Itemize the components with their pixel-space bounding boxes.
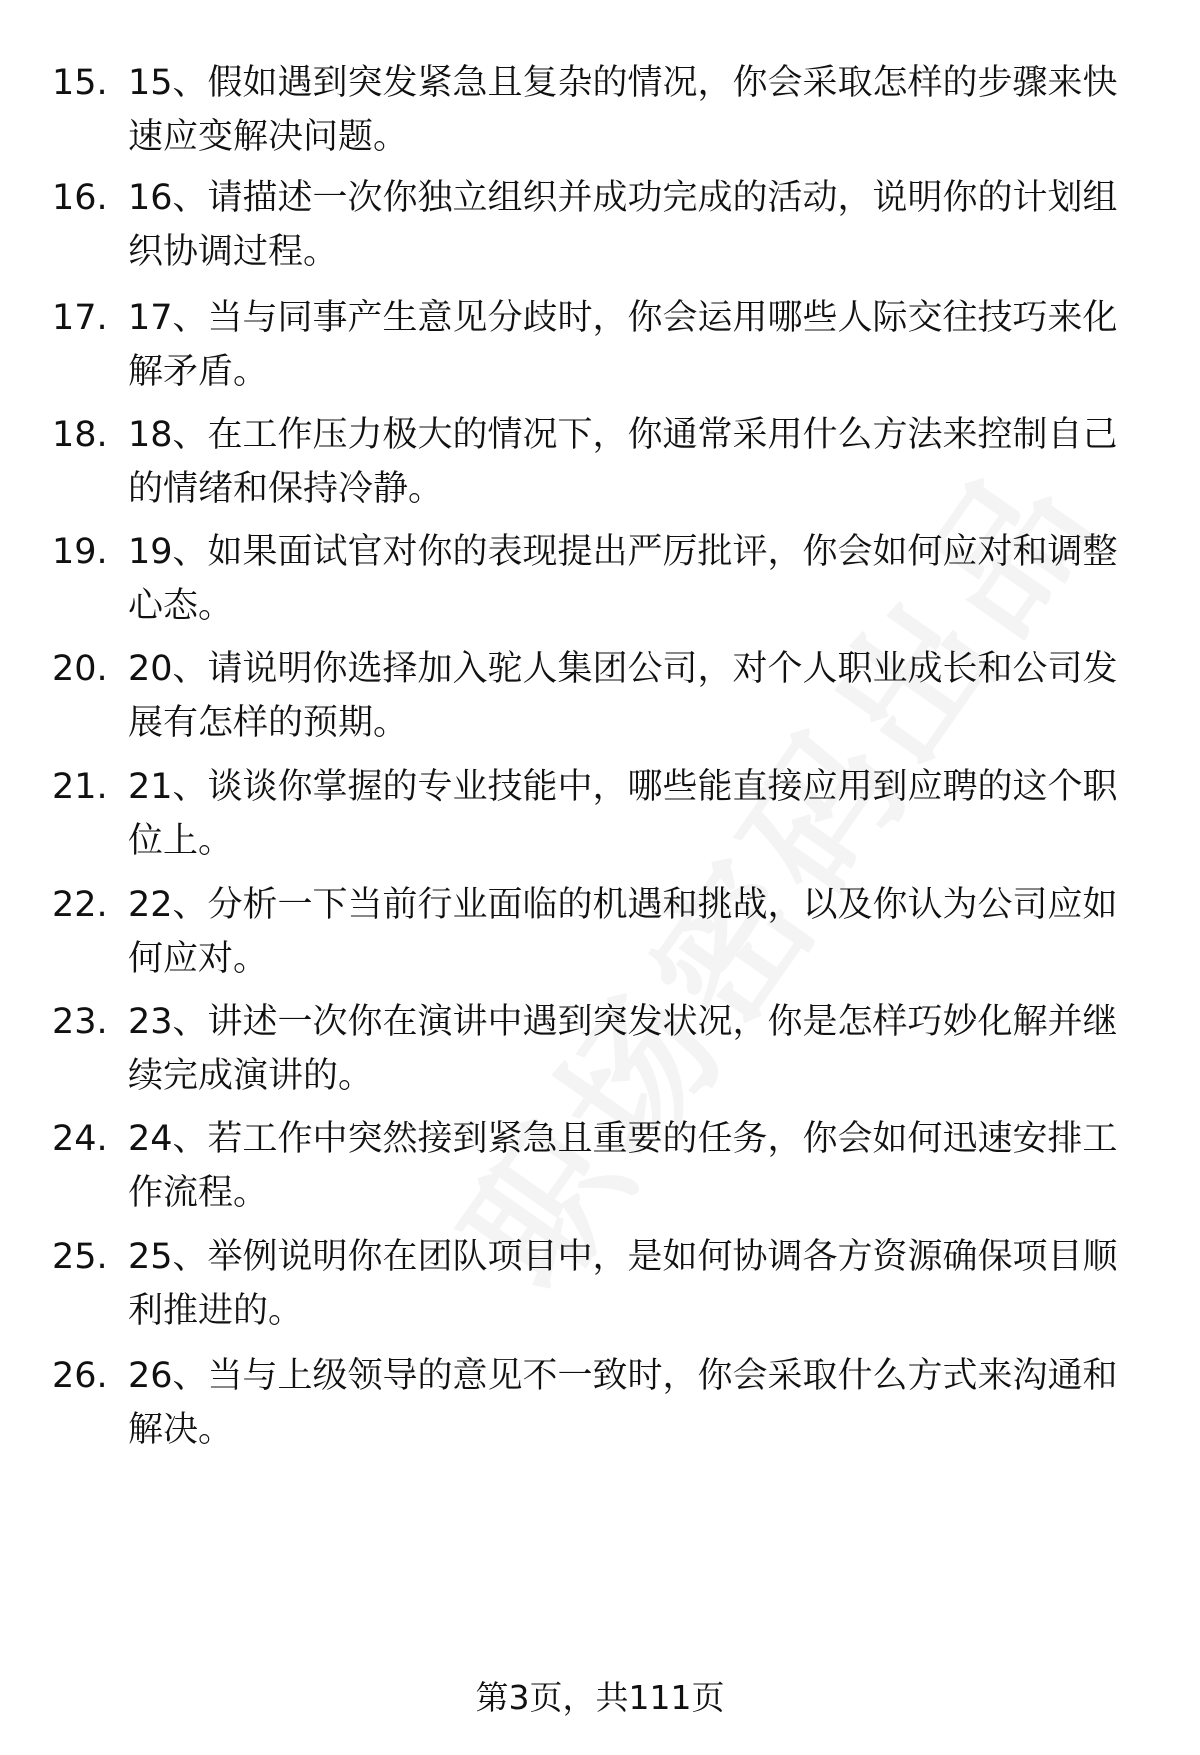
question-number: 21. [52, 767, 108, 807]
question-text: 23、讲述一次你在演讲中遇到突发状况，你是怎样巧妙化解并继续完成演讲的。 [128, 1002, 1118, 1096]
question-item [0, 525, 1200, 635]
question-text: 22、分析一下当前行业面临的机遇和挑战，以及你认为公司应如何应对。 [128, 885, 1118, 979]
question-number: 18. [52, 415, 108, 455]
question-text: 20、请说明你选择加入驼人集团公司，对个人职业成长和公司发展有怎样的预期。 [128, 649, 1118, 743]
question-item [0, 995, 1200, 1105]
question-text: 15、假如遇到突发紧急且复杂的情况，你会采取怎样的步骤来快速应变解决问题。 [128, 63, 1118, 157]
question-number: 20. [52, 649, 108, 689]
question-item [0, 408, 1200, 518]
question-item [0, 1230, 1200, 1340]
question-text: 25、举例说明你在团队项目中，是如何协调各方资源确保项目顺利推进的。 [128, 1237, 1118, 1331]
question-item [0, 291, 1200, 401]
question-number: 26. [52, 1356, 108, 1396]
question-number: 19. [52, 532, 108, 572]
question-item [0, 878, 1200, 988]
question-number: 15. [52, 63, 108, 103]
question-text: 24、若工作中突然接到紧急且重要的任务，你会如何迅速安排工作流程。 [128, 1119, 1118, 1213]
page-footer: 第3页，共111页 [475, 1678, 725, 1717]
question-item [0, 56, 1200, 166]
question-number: 24. [52, 1119, 108, 1159]
question-number: 22. [52, 885, 108, 925]
question-item [0, 642, 1200, 752]
question-item [0, 1349, 1200, 1459]
question-item [0, 760, 1200, 870]
question-text: 26、当与上级领导的意见不一致时，你会采取什么方式来沟通和解决。 [128, 1356, 1118, 1450]
question-text: 17、当与同事产生意见分歧时，你会运用哪些人际交往技巧来化解矛盾。 [128, 298, 1118, 392]
question-number: 23. [52, 1002, 108, 1042]
question-number: 25. [52, 1237, 108, 1277]
question-text: 19、如果面试官对你的表现提出严厉批评，你会如何应对和调整心态。 [128, 532, 1118, 626]
question-item [0, 1112, 1200, 1222]
question-text: 16、请描述一次你独立组织并成功完成的活动，说明你的计划组织协调过程。 [128, 178, 1118, 272]
question-text: 18、在工作压力极大的情况下，你通常采用什么方法来控制自己的情绪和保持冷静。 [128, 415, 1118, 509]
question-text: 21、谈谈你掌握的专业技能中，哪些能直接应用到应聘的这个职位上。 [128, 767, 1118, 861]
question-number: 17. [52, 298, 108, 338]
question-item [0, 171, 1200, 281]
question-number: 16. [52, 178, 108, 218]
